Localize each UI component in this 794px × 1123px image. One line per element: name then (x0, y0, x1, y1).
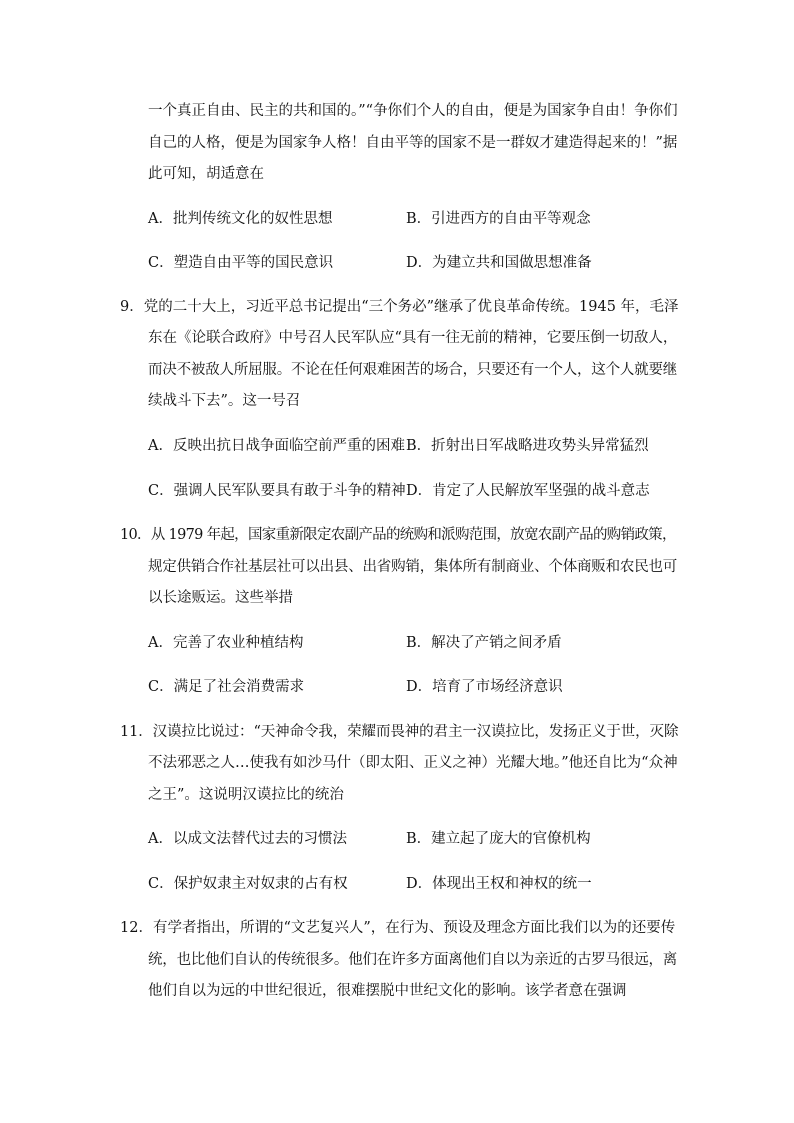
q9-text-line-2: 东在《论联合政府》中号召人民军队应“具有一往无前的精神，它要压倒一切敌人， (148, 330, 678, 346)
q9-option-c: C．强调人民军队要具有敢于斗争的精神 (148, 483, 406, 499)
q11-text-line-3: 之王”。这说明汉谟拉比的统治 (148, 787, 344, 803)
q11-option-b: B．建立起了庞大的官僚机构 (406, 831, 591, 847)
q11-option-d: D．体现出王权和神权的统一 (406, 876, 592, 892)
q9-option-d: D．肯定了人民解放军坚强的战斗意志 (406, 483, 650, 499)
q9-option-a: A．反映出抗日战争面临空前严重的困难 (148, 438, 405, 454)
q8-option-c: C．塑造自由平等的国民意识 (148, 255, 334, 271)
q10-option-a: A．完善了农业种植结构 (148, 635, 304, 651)
q10-option-b: B．解决了产销之间矛盾 (406, 635, 562, 651)
q10-text-line-2: 规定供销合作社基层社可以出县、出省购销，集体所有制商业、个体商贩和农民也可 (148, 559, 678, 575)
q11-option-a: A．以成文法替代过去的习惯法 (148, 831, 347, 847)
q8-option-b: B．引进西方的自由平等观念 (406, 211, 591, 227)
q10-option-d: D．培育了市场经济意识 (406, 679, 563, 695)
q12-text-line-2: 统，也比他们自认的传统很多。他们在许多方面离他们自以为亲近的古罗马很远，离 (148, 952, 678, 968)
q10-text-line-3: 以长途贩运。这些举措 (148, 590, 293, 606)
q8-option-d: D．为建立共和国做思想准备 (406, 255, 592, 271)
q10-text-line-1: 10．从 1979 年起，国家重新限定农副产品的统购和派购范围，放宽农副产品的购销政策， (120, 527, 676, 543)
q8-text-line-1: 一个真正自由、民主的共和国的。”“争你们个人的自由，便是为国家争自由！争你们 (148, 103, 678, 119)
q9-text-line-4: 续战斗下去”。这一号召 (148, 393, 301, 409)
q11-text-line-1: 11．汉谟拉比说过：“天神命令我，荣耀而畏神的君主一汉谟拉比，发扬正义于世，灭除 (120, 724, 679, 740)
q12-text-line-3: 他们自以为远的中世纪很近，很难摆脱中世纪文化的影响。该学者意在强调 (148, 983, 627, 999)
q9-text-line-1: 9．党的二十大上，习近平总书记提出“三个务必”继承了优良革命传统。1945 年，毛泽 (120, 299, 679, 315)
q8-text-line-2: 自己的人格，便是为国家争人格！自由平等的国家不是一群奴才建造得起来的！”据 (148, 135, 678, 151)
q12-text-line-1: 12．有学者指出，所谓的“文艺复兴人”，在行为、预设及理念方面比我们以为的还要传 (120, 920, 676, 936)
q8-text-line-3: 此可知，胡适意在 (148, 166, 264, 182)
q10-option-c: C．满足了社会消费需求 (148, 679, 305, 695)
q9-text-line-3: 而决不被敌人所屈服。不论在任何艰难困苦的场合，只要还有一个人，这个人就要继 (148, 362, 678, 378)
q9-option-b: B．折射出日军战略进攻势头异常猛烈 (406, 438, 649, 454)
q11-option-c: C．保护奴隶主对奴隶的占有权 (148, 876, 348, 892)
q11-text-line-2: 不法邪恶之人…使我有如沙马什（即太阳、正义之神）光耀大地。”他还自比为“众神 (148, 755, 678, 771)
q8-option-a: A．批判传统文化的奴性思想 (148, 211, 333, 227)
